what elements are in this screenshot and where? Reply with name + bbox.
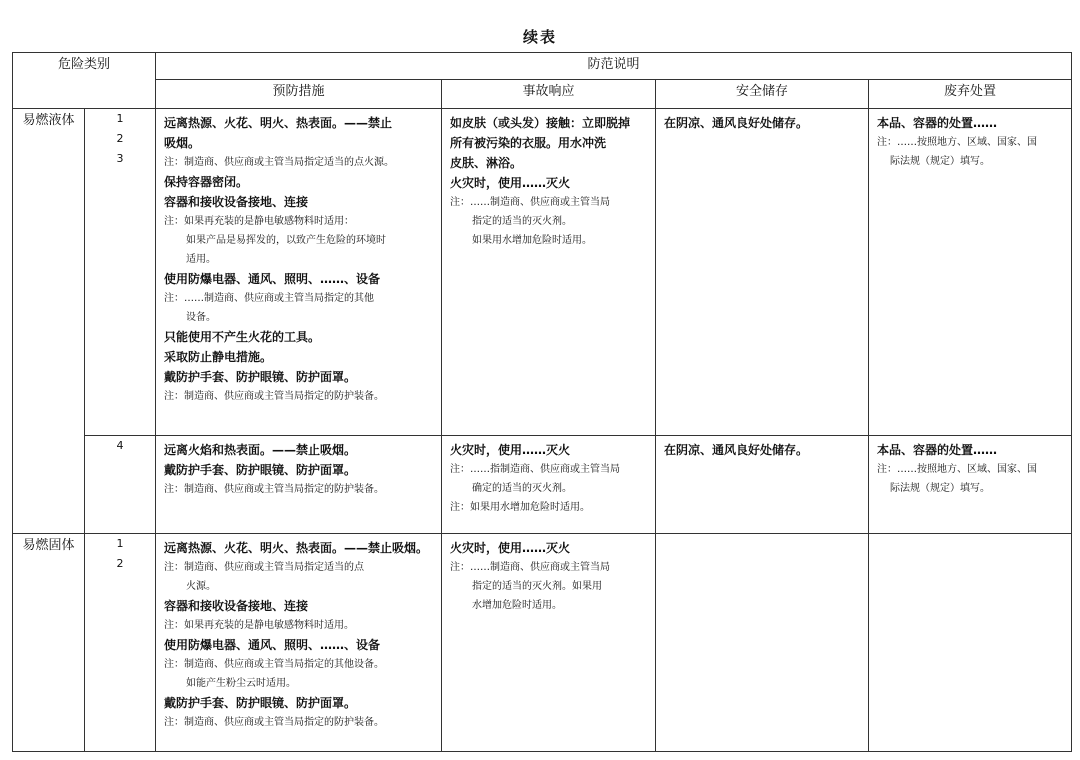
- header-category: 危险类别: [13, 53, 156, 109]
- disposal-note: 注：……按照地方、区域、国家、国: [877, 137, 1038, 148]
- prevention-line: 戴防护手套、防护眼镜、防护面罩。: [164, 696, 357, 710]
- disposal-cell: [869, 109, 1072, 436]
- prevention-note: 火源。: [186, 581, 217, 592]
- response-cell: [442, 109, 656, 436]
- prevention-line: 使用防爆电器、通风、照明、……、设备: [164, 638, 381, 652]
- response-line: 所有被污染的衣服。用水冲洗: [450, 136, 607, 150]
- prevention-note: 注：制造商、供应商或主管当局指定的其他设备。: [164, 659, 385, 670]
- category-number: 1: [116, 112, 124, 125]
- prevention-note: 如果产品是易挥发的，以致产生危险的环境时: [186, 235, 387, 246]
- hazard-table: [12, 52, 1072, 752]
- disposal-note: 际法规（规定）填写。: [890, 483, 991, 494]
- table-row: [13, 436, 1072, 534]
- prevention-line: 戴防护手套、防护眼镜、防护面罩。: [164, 463, 357, 477]
- header-storage: 安全储存: [656, 80, 869, 109]
- prevention-note: 注：制造商、供应商或主管当局指定的防护装备。: [164, 484, 385, 495]
- response-note: 如果用水增加危险时适用。: [472, 235, 593, 246]
- prevention-note: 注：如果再充装的是静电敏感物料时适用。: [164, 620, 355, 631]
- response-cell: [442, 436, 656, 534]
- prevention-cell: [156, 109, 442, 436]
- disposal-cell: [869, 534, 1072, 752]
- header-instructions: 防范说明: [156, 53, 1072, 80]
- prevention-note: 注：如果再充装的是静电敏感物料时适用：: [164, 216, 355, 227]
- prevention-line: 只能使用不产生火花的工具。: [164, 330, 321, 344]
- storage-line: 在阴凉、通风良好处储存。: [664, 116, 809, 130]
- prevention-note: 适用。: [186, 254, 217, 265]
- storage-cell: [656, 109, 869, 436]
- category-numbers: [85, 436, 156, 534]
- prevention-line: 容器和接收设备接地、连接: [164, 195, 309, 209]
- category-numbers: [85, 109, 156, 436]
- response-note: 确定的适当的灭火剂。: [472, 483, 573, 494]
- response-note: 指定的适当的灭火剂。如果用: [472, 581, 603, 592]
- storage-cell: [656, 436, 869, 534]
- prevention-note: 注：……制造商、供应商或主管当局指定的其他: [164, 293, 375, 304]
- prevention-note: 注：制造商、供应商或主管当局指定适当的点火源。: [164, 157, 395, 168]
- prevention-line: 使用防爆电器、通风、照明、……、设备: [164, 272, 381, 286]
- response-note: 水增加危险时适用。: [472, 600, 563, 611]
- category-numbers: [85, 534, 156, 752]
- disposal-note: 注：……按照地方、区域、国家、国: [877, 464, 1038, 475]
- prevention-line: 远离热源、火花、明火、热表面。——禁止吸烟。: [164, 541, 429, 555]
- category-number: 1: [116, 537, 124, 550]
- header-response: 事故响应: [442, 80, 656, 109]
- header-row-2: [13, 80, 1072, 109]
- response-line: 皮肤、淋浴。: [450, 156, 523, 170]
- response-note: 注：……指制造商、供应商或主管当局: [450, 464, 621, 475]
- category-number: 2: [116, 557, 124, 570]
- response-note: 注：如果用水增加危险时适用。: [450, 502, 591, 513]
- prevention-note: 注：制造商、供应商或主管当局指定适当的点: [164, 562, 365, 573]
- prevention-note: 设备。: [186, 312, 217, 323]
- header-disposal: 废弃处置: [869, 80, 1072, 109]
- prevention-line: 容器和接收设备接地、连接: [164, 599, 309, 613]
- prevention-note: 注：制造商、供应商或主管当局指定的防护装备。: [164, 391, 385, 402]
- disposal-note: 际法规（规定）填写。: [890, 156, 991, 167]
- response-line: 如皮肤（或头发）接触：立即脱掉: [450, 116, 631, 130]
- response-line: 火灾时，使用……灭火: [450, 443, 571, 457]
- header-prevention: 预防措施: [156, 80, 442, 109]
- category-number: 4: [116, 439, 124, 452]
- prevention-note: 如能产生粉尘云时适用。: [186, 678, 297, 689]
- response-line: 火灾时，使用……灭火: [450, 541, 571, 555]
- disposal-line: 本品、容器的处置……: [877, 116, 998, 130]
- prevention-line: 远离热源、火花、明火、热表面。——禁止: [164, 116, 393, 130]
- response-note: 指定的适当的灭火剂。: [472, 216, 573, 227]
- storage-line: 在阴凉、通风良好处储存。: [664, 443, 809, 457]
- disposal-line: 本品、容器的处置……: [877, 443, 998, 457]
- category-number: 3: [116, 152, 124, 165]
- table-row: [13, 109, 1072, 436]
- table-title: 续表: [522, 28, 557, 46]
- prevention-line: 远离火焰和热表面。——禁止吸烟。: [164, 443, 357, 457]
- prevention-cell: [156, 436, 442, 534]
- prevention-note: 注：制造商、供应商或主管当局指定的防护装备。: [164, 717, 385, 728]
- response-cell: [442, 534, 656, 752]
- prevention-line: 采取防止静电措施。: [164, 350, 273, 364]
- prevention-line: 吸烟。: [164, 136, 201, 150]
- category-flammable-solid: 易燃固体: [13, 534, 85, 752]
- category-flammable-liquid: 易燃液体: [13, 109, 85, 534]
- prevention-line: 戴防护手套、防护眼镜、防护面罩。: [164, 370, 357, 384]
- response-note: 注：……制造商、供应商或主管当局: [450, 197, 611, 208]
- storage-cell: [656, 534, 869, 752]
- disposal-cell: [869, 436, 1072, 534]
- header-row-1: [13, 53, 1072, 80]
- response-line: 火灾时，使用……灭火: [450, 176, 571, 190]
- category-number: 2: [116, 132, 124, 145]
- table-row: [13, 534, 1072, 752]
- prevention-cell: [156, 534, 442, 752]
- response-note: 注：……制造商、供应商或主管当局: [450, 562, 611, 573]
- prevention-line: 保持容器密闭。: [164, 175, 249, 189]
